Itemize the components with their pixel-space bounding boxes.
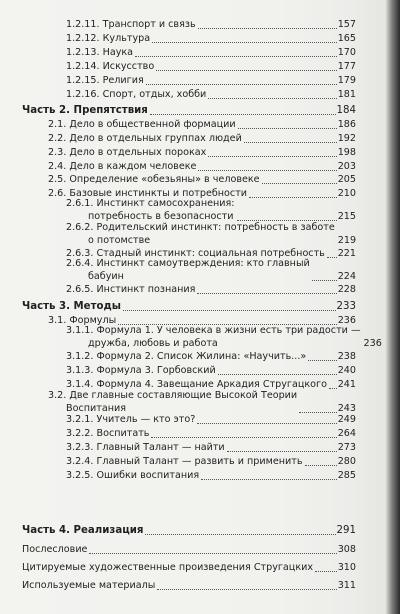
toc-entry-title: 3.1.2. Формула 2. Список Жилина: «Научить...» <box>66 351 307 363</box>
toc-leader-dots <box>208 98 336 99</box>
toc-leader-dots <box>150 114 336 115</box>
toc-leader-dots <box>208 156 336 157</box>
toc-leader-dots <box>198 28 337 29</box>
toc-entry-title <box>66 257 310 283</box>
toc-part-heading <box>22 299 356 313</box>
toc-entry-page: 179 <box>337 74 356 86</box>
toc-entry <box>66 412 356 426</box>
toc-entry-title: 3.2.4. Главный Талант — развить и применить <box>66 456 303 468</box>
toc-entry-page: 192 <box>337 132 356 144</box>
toc-entry-page: 228 <box>337 283 356 295</box>
toc-entry-page: 241 <box>337 378 356 390</box>
toc-entry-page: 170 <box>337 47 356 59</box>
toc-entry-page: 233 <box>336 300 356 312</box>
toc-entry-page: 285 <box>337 470 356 481</box>
toc-entry-page: 240 <box>337 365 356 377</box>
toc-entry <box>66 221 356 247</box>
toc-entry <box>66 257 356 283</box>
toc-entry-title: 1.2.12. Культура <box>66 33 151 45</box>
toc-entry-title: 3.2.3. Главный Талант — найти <box>66 442 225 454</box>
toc-entry-title: 2.6.5. Инстинкт познания <box>66 283 196 295</box>
toc-leader-dots <box>238 128 337 129</box>
toc-entry-title: 2.3. Дело в отдельных пороках <box>48 146 207 158</box>
toc-entry-title: 2.4. Дело в каждом человеке <box>48 160 197 172</box>
toc-entry-page: 273 <box>337 442 356 454</box>
toc-leader-dots <box>197 423 336 424</box>
toc-entry-page: 184 <box>336 104 356 116</box>
toc-entry-title: Цитируемые художественные произведения Стругацких <box>22 562 314 573</box>
toc-entry-title: 2.6. Базовые инстинкты и потребности <box>48 188 248 200</box>
toc-entry-page: 203 <box>337 160 356 172</box>
toc-entry <box>48 159 356 173</box>
toc-entry-title: Послесловие <box>22 544 88 555</box>
toc-leader-dots <box>262 183 337 184</box>
toc-entry <box>48 117 356 131</box>
toc-entry-title: 3.2.5. Ошибки воспитания <box>66 470 200 481</box>
toc-leader-dots <box>156 70 336 71</box>
toc-leader-dots <box>198 170 336 171</box>
toc-entry-title-line-1: 2.6.1. Инстинкт самосохранения: <box>66 198 235 210</box>
toc-entry <box>66 73 356 87</box>
toc-entry-page: 238 <box>337 351 356 363</box>
toc-entry <box>22 542 356 556</box>
toc-entry-title: 3.2.2. Воспитать <box>66 428 150 440</box>
toc-entry-title: Часть 4. Реализация <box>22 525 144 536</box>
toc-part-heading <box>22 103 356 117</box>
toc-entry-title-line-1: 2.6.4. Инстинкт самоутверждения: кто главный <box>66 258 310 270</box>
toc-entry-title: 1.2.15. Религия <box>66 74 144 86</box>
toc-entry-page: 236 <box>337 314 356 326</box>
toc-leader-dots <box>308 360 336 361</box>
toc-leader-dots <box>135 56 337 57</box>
toc-part-heading <box>22 523 356 537</box>
toc-entry-page: 165 <box>337 33 356 45</box>
toc-entry-title: 2.1. Дело в общественной формации <box>48 118 236 130</box>
toc-entry-page: 205 <box>337 174 356 186</box>
toc-entry <box>66 31 356 45</box>
toc-entry-title: Часть 2. Препятствия <box>22 104 148 116</box>
toc-entry-title-line-1: 3.1.1. Формула 1. У человека в жизни есть три радости — <box>66 325 361 337</box>
toc-entry <box>48 131 356 145</box>
toc-entry <box>22 578 356 592</box>
toc-entry-title <box>66 197 235 223</box>
toc-entry <box>66 349 356 363</box>
toc-entry-title <box>66 221 335 247</box>
toc-entry-page: 291 <box>336 525 356 536</box>
toc-entry-title-line-1: 2.6.2. Родительский инстинкт: потребность в заботе <box>66 222 335 234</box>
toc-entry <box>66 454 356 468</box>
toc-leader-dots <box>89 553 336 554</box>
toc-entry-page: 186 <box>337 118 356 130</box>
toc-entry-title-line-2: потребность в безопасности <box>88 211 234 223</box>
toc-entry <box>66 197 356 223</box>
toc-entry-title: 2.5. Определение «обезьяны» в человеке <box>48 174 260 186</box>
toc-leader-dots <box>305 465 337 466</box>
toc-entry <box>66 363 356 377</box>
toc-entry-title: Часть 3. Методы <box>22 300 121 312</box>
toc-entry-title: 1.2.11. Транспорт и связь <box>66 19 196 31</box>
toc-entry-title: 2.2. Дело в отдельных группах людей <box>48 132 242 144</box>
toc-entry-title: 1.2.16. Спорт, отдых, хобби <box>66 88 207 100</box>
toc-entry <box>48 172 356 186</box>
toc-entry <box>66 87 356 101</box>
toc-entry <box>48 145 356 159</box>
toc-entry-title: 3.2.1. Учитель — кто это? <box>66 414 196 426</box>
toc-entry-title: 3.1. Формулы <box>48 314 117 326</box>
toc-entry <box>66 17 356 31</box>
toc-entry-title: 1.2.13. Наука <box>66 47 134 59</box>
toc-entry-title: 3.1.3. Формула 3. Горбовский <box>66 365 216 377</box>
toc-entry-title: 3.1.4. Формула 4. Завещание Аркадия Стругацкого <box>66 378 327 390</box>
toc-entry-title-line-1: 3.2. Две главные составляющие Высокой Теории <box>48 390 298 402</box>
toc-leader-dots <box>218 374 337 375</box>
book-binding-shadow <box>386 0 400 614</box>
toc-entry-page: 198 <box>337 146 356 158</box>
toc-entry <box>66 426 356 440</box>
toc-leader-dots <box>315 571 337 572</box>
toc-entry-page: 308 <box>337 544 356 555</box>
toc-leader-dots <box>152 42 337 43</box>
toc-leader-dots <box>157 589 336 590</box>
toc-leader-dots <box>151 437 336 438</box>
toc-entry-title-line-2: Воспитания <box>66 403 126 415</box>
toc-entry-title: 1.2.14. Искусство <box>66 60 155 72</box>
toc-entry-page: 215 <box>337 211 356 223</box>
toc-entry <box>66 59 356 73</box>
toc-entry-page: 249 <box>337 414 356 426</box>
toc-entry-page: 177 <box>337 60 356 72</box>
toc-entry <box>48 389 356 415</box>
toc-entry-page: 157 <box>337 19 356 31</box>
toc-entry-page: 219 <box>337 235 357 247</box>
toc-leader-dots <box>123 310 336 311</box>
toc-entry-page: 280 <box>337 456 356 468</box>
toc-leader-dots <box>146 84 337 85</box>
toc-entry-title-line-2: дружба, любовь и работа <box>88 338 218 350</box>
toc-leader-dots <box>201 479 337 480</box>
toc-entry-title: 2.6.3. Стадный инстинкт: социальная потребность <box>66 248 325 260</box>
toc-leader-dots <box>145 534 335 535</box>
toc-entry-title-line-2: о потомстве <box>88 235 151 247</box>
toc-entry <box>66 468 356 482</box>
toc-entry <box>66 324 382 350</box>
toc-entry-title: Используемые материалы <box>22 580 156 591</box>
toc-entry-page: 311 <box>337 580 356 591</box>
toc-entry <box>66 282 356 296</box>
toc-entry-page: 224 <box>337 271 356 283</box>
toc-entry <box>66 45 356 59</box>
toc-entry <box>66 440 356 454</box>
toc-entry-page: 221 <box>337 248 356 260</box>
toc-entry-page: 310 <box>337 562 356 573</box>
toc-entry-title <box>48 389 297 415</box>
toc-entry-page: 236 <box>363 338 382 350</box>
toc-entry-page: 210 <box>337 188 356 200</box>
toc-leader-dots <box>227 451 337 452</box>
toc-entry-title <box>66 324 361 350</box>
toc-entry-page: 264 <box>337 428 356 440</box>
toc-entry <box>22 560 356 574</box>
toc-entry-page: 181 <box>337 88 356 100</box>
toc-entry-title-line-2: бабуин <box>88 271 124 283</box>
toc-entry-page: 243 <box>337 403 356 415</box>
toc-leader-dots <box>197 293 336 294</box>
toc-leader-dots <box>244 142 337 143</box>
